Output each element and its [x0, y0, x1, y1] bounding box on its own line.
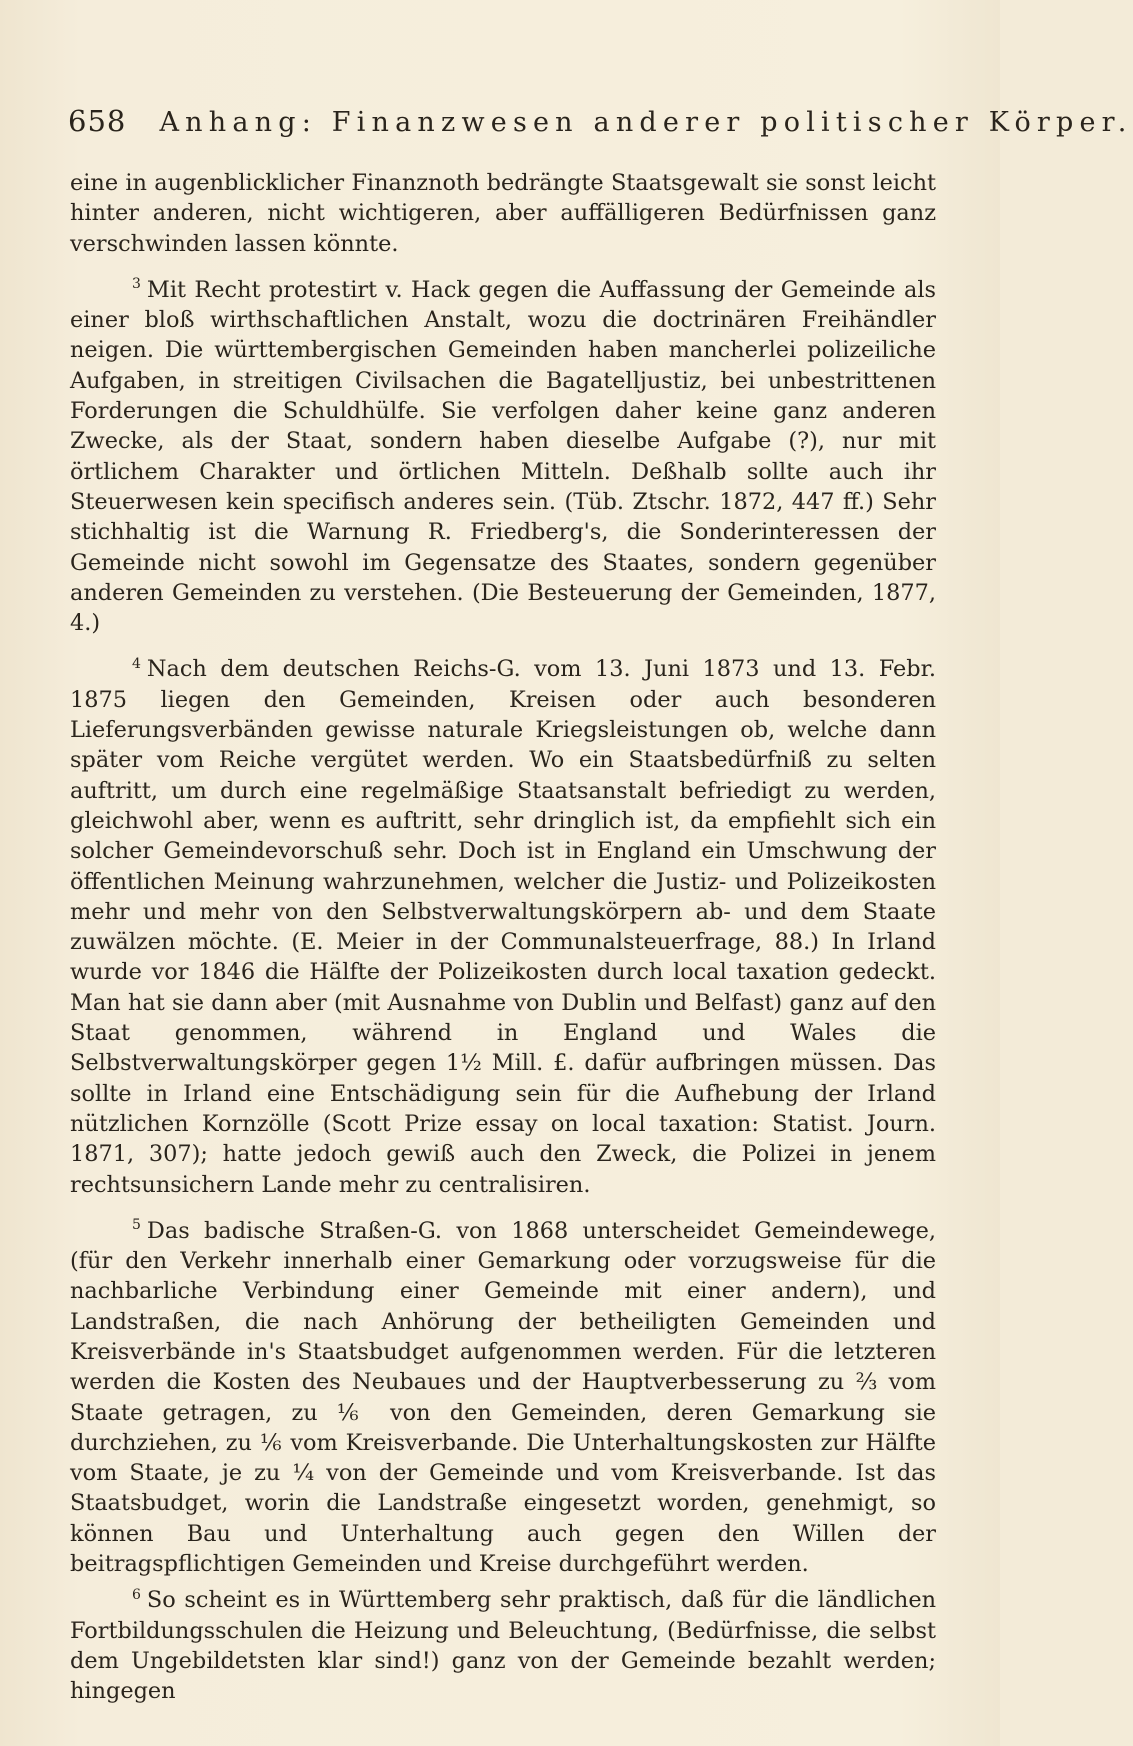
- page-header: [68, 104, 1133, 144]
- page-number: 658: [68, 104, 127, 138]
- footnote-marker: 6: [132, 1586, 141, 1603]
- paragraph-text: Mit Recht protestirt v. Hack gegen die Auffassung der Gemeinde als einer bloß wirthschaftlichen Anstalt, wozu die doctrinären Freihändler neigen. Die württembergischen Gemeinden haben mancherlei polizeiliche Aufgaben, in streitigen Civilsachen die Bagatelljustiz, bei unbestrittenen Forderungen die Schuldhülfe. Sie verfolgen daher keine ganz anderen Zwecke, als der Staat, sondern haben dieselbe Aufgabe (?), nur mit örtlichem Charakter und örtlichen Mitteln. Deßhalb sollte auch ihr Steuerwesen kein specifisch anderes sein. (Tüb. Ztschr. 1872, 447 ff.) Sehr stichhaltig ist die Warnung R. Friedberg's, die Sonderinteressen der Gemeinde nicht sowohl im Gegensatze des Staates, sondern gegenüber anderen Gemeinden zu verstehen. (Die Besteuerung der Gemeinden, 1877, 4.): [70, 276, 936, 637]
- footnote-text-block: [70, 168, 936, 1707]
- footnote-3: [70, 275, 936, 639]
- paragraph-text: Nach dem deutschen Reichs-G. vom 13. Juni 1873 und 13. Febr. 1875 liegen den Gemeinden, Kreisen oder auch besonderen Lieferungsverbänden gewisse naturale Kriegsleistungen ob, welche dann später vom Reiche vergütet werden. Wo ein Staatsbedürfniß zu selten auftritt, um durch eine regelmäßige Staatsanstalt befriedigt zu werden, gleichwohl aber, wenn es auftritt, sehr dringlich ist, da empfiehlt sich ein solcher Gemeindevorschuß sehr. Doch ist in England ein Umschwung der öffentlichen Meinung wahrzunehmen, welcher die Justiz- und Polizeikosten mehr und mehr von den Selbstverwaltungskörpern ab- und dem Staate zuwälzen möchte. (E. Meier in der Communalsteuerfrage, 88.) In Irland wurde vor 1846 die Hälfte der Polizeikosten durch local taxation gedeckt. Man hat sie dann aber (mit Ausnahme von Dublin und Belfast) ganz auf den Staat genommen, während in England und Wales die Selbstverwaltungskörper gegen 1½ Mill. £. dafür aufbringen müssen. Das sollte in Irland eine Entschädigung sein für die Aufhebung der Irland nützlichen Kornzölle (Scott Prize essay on local taxation: Statist. Journ. 1871, 307); hatte jedoch gewiß auch den Zweck, die Polizei in jenem rechtsunsichern Lande mehr zu centralisiren.: [70, 656, 936, 1198]
- paragraph-text: eine in augenblicklicher Finanznoth bedrängte Staatsgewalt sie sonst leicht hinter anderen, nicht wichtigeren, aber auffälligeren Bedürfnissen ganz verschwinden lassen könnte.: [70, 170, 936, 257]
- running-title: Anhang: Finanzwesen anderer politischer Körper.: [159, 107, 1133, 138]
- footnote-5: [70, 1216, 936, 1580]
- continued-footnote-paragraph: [70, 168, 936, 259]
- footnote-4: [70, 654, 936, 1199]
- paragraph-text: Das badische Straßen-G. von 1868 unterscheidet Gemeindewege, (für den Verkehr innerhalb einer Gemarkung oder vorzugsweise für die nachbarliche Verbindung einer Gemeinde mit einer andern), und Landstraßen, die nach Anhörung der betheiligten Gemeinden und Kreisverbände in's Staatsbudget aufgenommen werden. Für die letzteren werden die Kosten des Neubaues und der Hauptverbesserung zu ⅔ vom Staate getragen, zu ⅙ von den Gemeinden, deren Gemarkung sie durchziehen, zu ⅙ vom Kreisverbande. Die Unterhaltungskosten zur Hälfte vom Staate, je zu ¼ von der Gemeinde und vom Kreisverbande. Ist das Staatsbudget, worin die Landstraße eingesetzt worden, genehmigt, so können Bau und Unterhaltung auch gegen den Willen der beitragspflichtigen Gemeinden und Kreise durchgeführt werden.: [70, 1217, 936, 1578]
- paragraph-text: So scheint es in Württemberg sehr praktisch, daß für die ländlichen Fortbildungsschulen die Heizung und Beleuchtung, (Bedürfnisse, die selbst dem Ungebildetsten klar sind!) ganz von der Gemeinde bezahlt werden; hingegen: [70, 1587, 936, 1705]
- footnote-marker: 5: [132, 1217, 141, 1234]
- footnote-marker: 3: [132, 276, 141, 293]
- footnote-marker: 4: [132, 655, 141, 672]
- footnote-6: [70, 1585, 936, 1706]
